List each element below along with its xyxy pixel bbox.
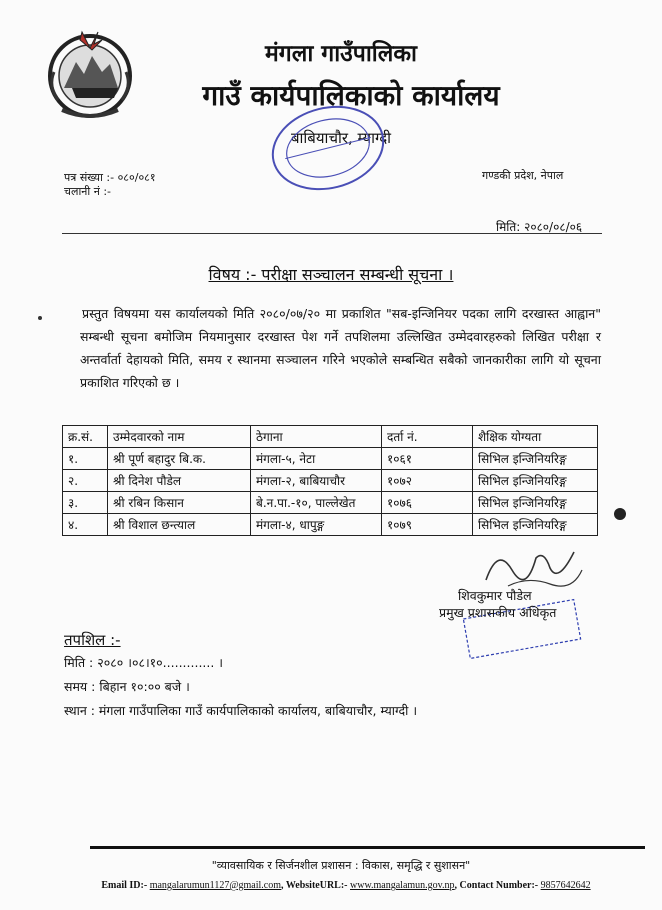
office-address: बाबियाचौर, म्याग्दी (290, 129, 392, 147)
scan-mark (614, 508, 626, 520)
contact-label: , Contact Number:- (454, 880, 539, 891)
cell-reg-no: १०७९ (382, 514, 473, 536)
cell-address: मंगला-४, धापुङ्ग (251, 514, 382, 536)
province-label: गण्डकी प्रदेश, नेपाल (482, 169, 564, 182)
cell-qualification: सिभिल इन्जिनियरिङ्ग (473, 448, 598, 470)
cell-serial: २. (63, 470, 108, 492)
cell-address: बे.न.पा.-१०, पाल्लेखेत (251, 492, 382, 514)
table-row (63, 470, 598, 492)
details-heading: तपशिल :- (64, 631, 121, 649)
office-name: मंगला गाउँपालिका (265, 41, 417, 67)
signer-title: प्रमुख प्रशासकीय अधिकृत (439, 605, 557, 620)
signer-name: शिवकुमार पौडेल (458, 588, 532, 603)
col-name: उम्मेदवारको नाम (108, 426, 251, 448)
exam-place: स्थान : मंगला गाउँपालिका गाउँ कार्यपालिकाको कार्यालय, बाबियाचौर, म्याग्दी । (64, 703, 418, 718)
cell-address: मंगला-२, बाबियाचौर (251, 470, 382, 492)
table-header-row (63, 426, 598, 448)
footer-motto: "व्यावसायिक र सिर्जनशील प्रशासन : विकास, समृद्धि र सुशासन" (211, 859, 471, 872)
letter-number: पत्र संख्या :- ०८०/०८१ (64, 171, 156, 184)
cell-name: श्री रबिन किसान (108, 492, 251, 514)
handwritten-signature (478, 540, 588, 592)
letter-date: मिति: २०८०/०८/०६ (496, 220, 583, 234)
email-link[interactable]: mangalarumun1127@gmail.com (149, 880, 282, 891)
cell-reg-no: १०६१ (382, 448, 473, 470)
notice-body: प्रस्तुत विषयमा यस कार्यालयको मिति २०८०/०७/२० मा प्रकाशित "सब-इन्जिनियर पदका लागि दरखास्त आह्वान" सम्बन्धी सूचना बमोजिम नियमानुसार दरखास्त पेश गर्ने तपशिलमा उल्लिखित उम्मेदवारहरुको लिखित परीक्षा र अन्तर्वार्ता देहायको मिति, समय र स्थानमा सञ्चालन गरिने भएकोले सम्बन्धित सबैको जानकारीका लागि यो सूचना प्रकाशित गरिएको छ । (80, 306, 601, 390)
cell-qualification: सिभिल इन्जिनियरिङ्ग (473, 470, 598, 492)
office-title: गाउँ कार्यपालिकाको कार्यालय (202, 79, 500, 112)
cell-qualification: सिभिल इन्जिनियरिङ्ग (473, 492, 598, 514)
scan-mark (38, 316, 42, 320)
candidate-table (62, 425, 598, 536)
divider (62, 233, 602, 234)
table-row (63, 492, 598, 514)
cell-serial: ३. (63, 492, 108, 514)
email-label: Email ID:- (101, 880, 148, 891)
contact-number: 9857642642 (540, 880, 591, 891)
table-row (63, 514, 598, 536)
col-serial: क्र.सं. (63, 426, 108, 448)
exam-date: मिति : २०८० ।०८।१०............. । (64, 655, 224, 670)
cell-qualification: सिभिल इन्जिनियरिङ्ग (473, 514, 598, 536)
table-row (63, 448, 598, 470)
cell-reg-no: १०७६ (382, 492, 473, 514)
cell-serial: ४. (63, 514, 108, 536)
exam-time: समय : बिहान १०:०० बजे । (64, 679, 190, 694)
subject-text: विषय :- परीक्षा सञ्चालन सम्बन्धी सूचना । (208, 265, 454, 284)
cell-address: मंगला-५, नेटा (251, 448, 382, 470)
col-reg-no: दर्ता नं. (382, 426, 473, 448)
cell-name: श्री विशाल छन्त्याल (108, 514, 251, 536)
footer-divider (90, 846, 645, 849)
office-round-stamp (258, 102, 398, 194)
dispatch-number: चलानी नं :- (64, 185, 112, 198)
website-link[interactable]: www.mangalamun.gov.np (350, 880, 455, 891)
cell-serial: १. (63, 448, 108, 470)
subject-line (0, 263, 662, 285)
cell-reg-no: १०७२ (382, 470, 473, 492)
footer-contact (0, 880, 662, 891)
cell-name: श्री पूर्ण बहादुर बि.क. (108, 448, 251, 470)
col-address: ठेगाना (251, 426, 382, 448)
website-label: , WebsiteURL:- (281, 880, 348, 891)
cell-name: श्री दिनेश पौडेल (108, 470, 251, 492)
col-qualification: शैक्षिक योग्यता (473, 426, 598, 448)
